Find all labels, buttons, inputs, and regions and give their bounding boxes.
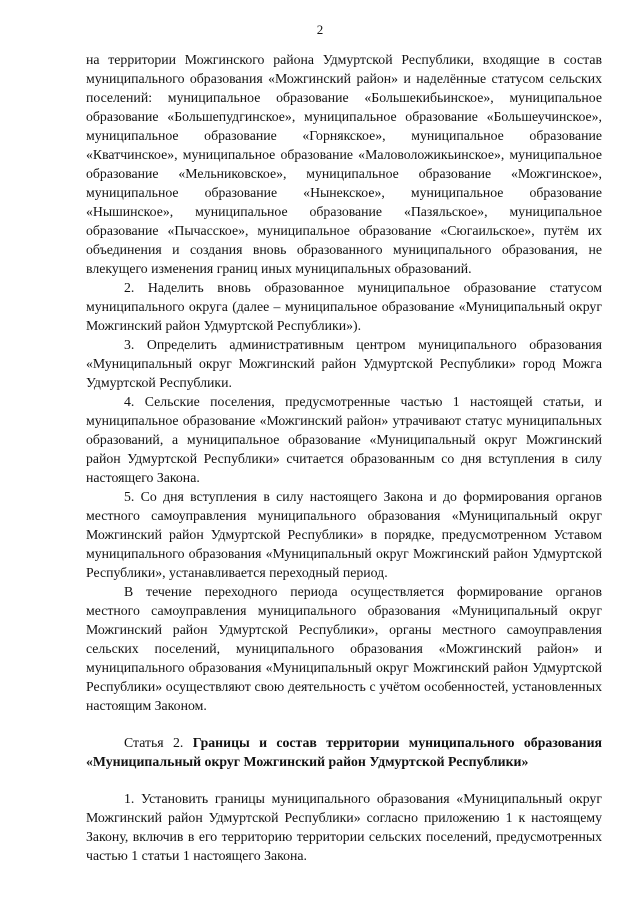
paragraph-item-4: 4. Сельские поселения, предусмотренные частью 1 настоящей статьи, и муниципальное образование «Можгинский район» утрачивают статус муниципальных образований, а муниципальное образование «Муниципальный округ Можгинский район Удмуртской Республики» считается образованным со дня вступления в силу настоящего Закона.: [86, 394, 602, 485]
paragraph-item-3: 3. Определить административным центром муниципального образования «Муниципальный округ Можгинский район Удмуртской Республики» город Можга Удмуртской Республики.: [86, 337, 602, 390]
paragraph-transition-period: В течение переходного периода осуществляется формирование органов местного самоуправления муниципального образования «Муниципальный округ Можгинский район Удмуртской Республики», органы местного самоуправления сельских поселений, муниципального образования «Можгинский район» и муниципального образования «Муниципальный округ Можгинский район Удмуртской Республики» осуществляют свою деятельность с учётом особенностей, установленных настоящим Законом.: [86, 584, 602, 713]
page-number: 2: [316, 22, 324, 37]
article-title: Границы и состав территории муниципального образования «Муниципальный округ Можгинский район Удмуртской Республики»: [86, 735, 602, 769]
paragraph-item-2: 2. Наделить вновь образованное муниципальное образование статусом муниципального округа (далее – муниципальное образование «Муниципальный округ Можгинский район Удмуртской Республики»).: [86, 280, 602, 333]
paragraph-item-5: 5. Со дня вступления в силу настоящего Закона и до формирования органов местного самоуправления муниципального образования «Муниципальный округ Можгинский район Удмуртской Республики» в порядке, предусмотренном Уставом муниципального образования «Муниципальный округ Можгинский район Удмуртской Республики», устанавливается переходный период.: [86, 489, 602, 580]
article-prefix: Статья 2.: [124, 735, 193, 750]
article-heading: [86, 733, 602, 771]
article-paragraph-1: 1. Установить границы муниципального образования «Муниципальный округ Можгинский район Удмуртской Республики» согласно приложению 1 к настоящему Закону, включив в его территорию территории сельских поселений, предусмотренных частью 1 статьи 1 настоящего Закона.: [86, 791, 602, 863]
spacer: [86, 771, 602, 789]
document-body: [86, 50, 602, 865]
paragraph-continuation: на территории Можгинского района Удмуртской Республики, входящие в состав муниципального образования «Можгинский район» и наделённые статусом сельских поселений: муниципальное образование «Большекибьинское», муниципальное образование «Большепудгинское», муниципальное образование «Большеучинское», муниципальное образование «Горнякское», муниципальное образование «Кватчинское», муниципальное образование «Маловоложикьинское», муниципальное образование «Мельниковское», муниципальное образование «Можгинское», муниципальное образование «Нынекское», муниципальное образование «Нышинское», муниципальное образование «Пазяльское», муниципальное образование «Пычасское», муниципальное образование «Сюгаильское», путём их объединения и создания вновь образованного муниципального образования, не влекущего изменения границ иных муниципальных образований.: [86, 52, 602, 276]
